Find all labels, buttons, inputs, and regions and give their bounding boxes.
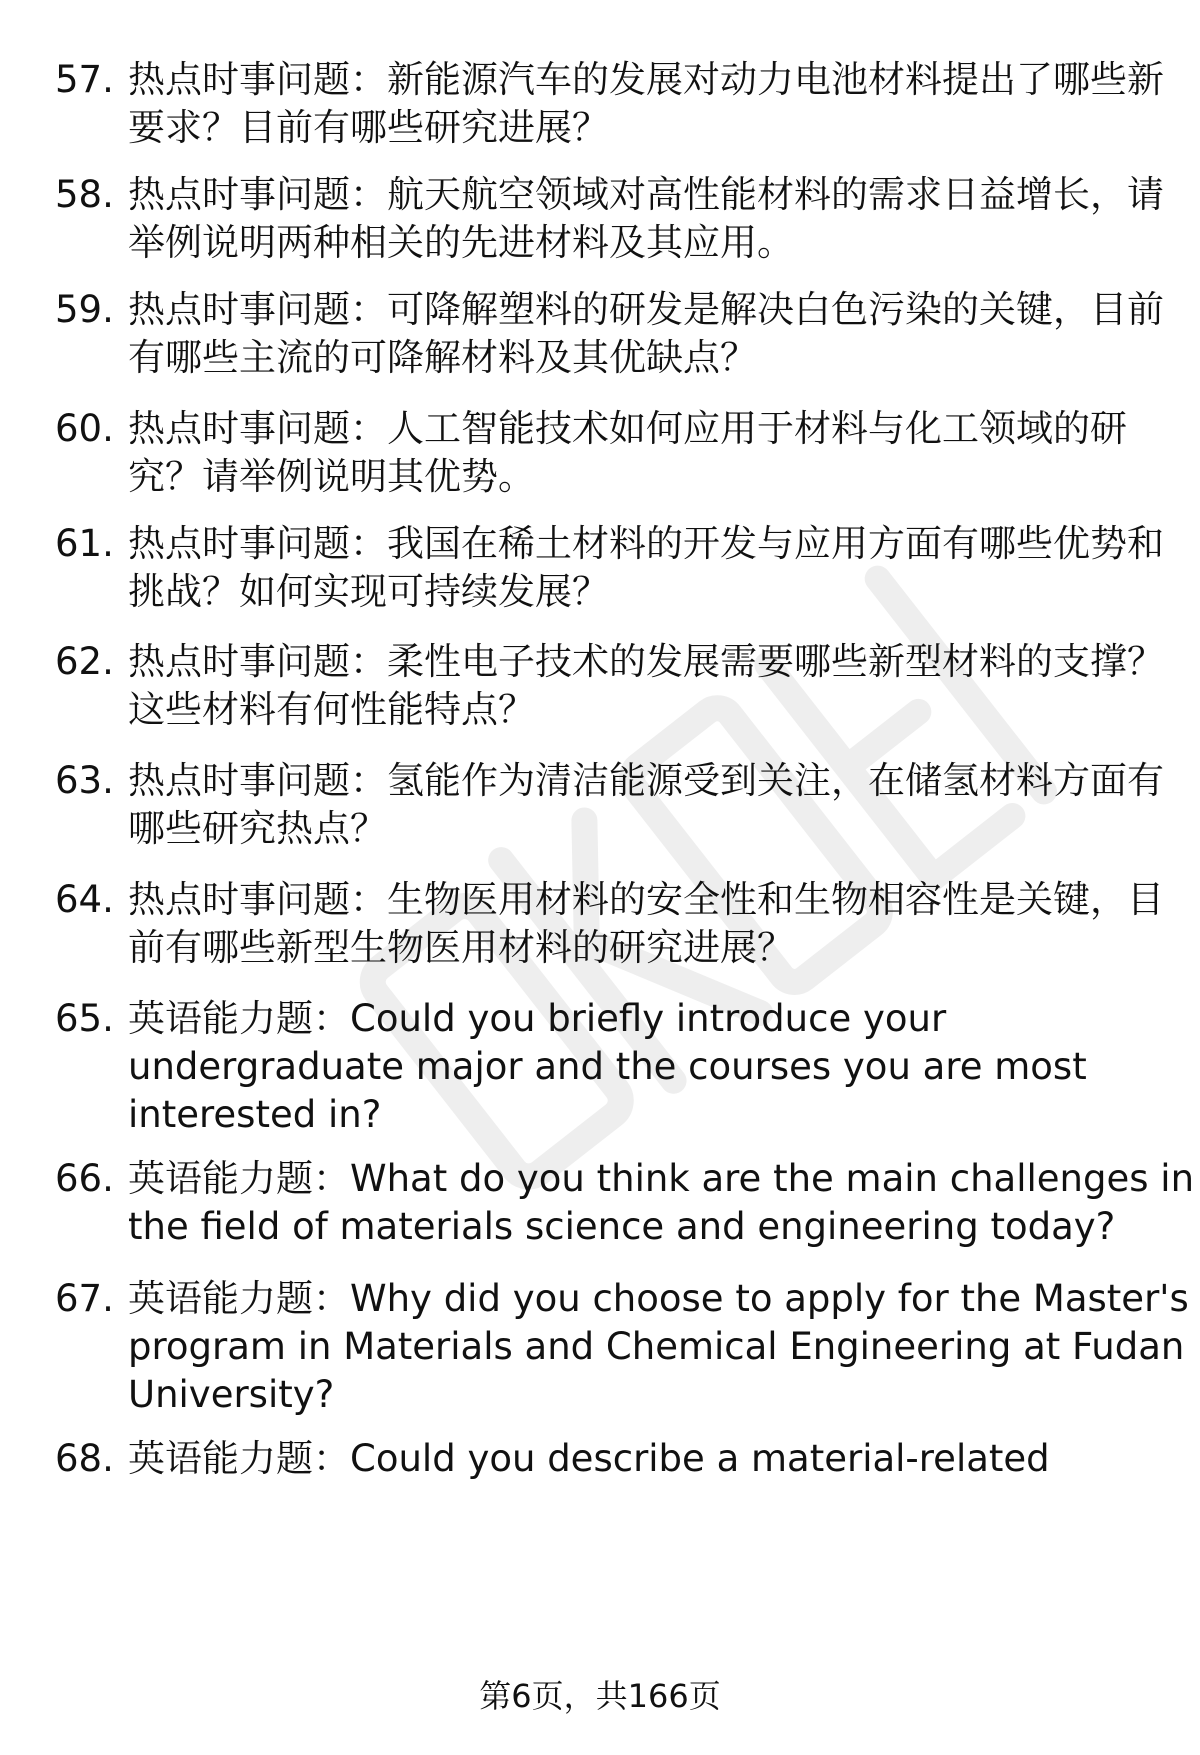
question-text: 这些材料有何性能特点？ [128,688,535,731]
question-text: 热点时事问题：人工智能技术如何应用于材料与化工领域的研 [128,407,1127,450]
question-number: 62. [55,640,114,683]
question-number: 59. [55,288,114,331]
question-text: 举例说明两种相关的先进材料及其应用。 [128,221,794,264]
question-text: 热点时事问题：新能源汽车的发展对动力电池材料提出了哪些新 [128,58,1164,101]
question-number: 61. [55,522,114,565]
question-text: interested in? [128,1093,382,1136]
question-text: 究？请举例说明其优势。 [128,455,535,498]
question-text: 要求？目前有哪些研究进展？ [128,106,609,149]
question-text: undergraduate major and the courses you are most [128,1045,1087,1088]
page-number-footer: 第6页，共166页 [479,1677,721,1715]
question-text: University? [128,1373,335,1416]
question-text: the field of materials science and engineering today? [128,1205,1116,1248]
question-text: 哪些研究热点？ [128,807,387,850]
question-text: 有哪些主流的可降解材料及其优缺点？ [128,336,757,379]
question-text: 挑战？如何实现可持续发展？ [128,570,609,613]
question-number: 66. [55,1157,114,1200]
question-number: 58. [55,173,114,216]
question-number: 60. [55,407,114,450]
question-text: program in Materials and Chemical Engineering at Fudan [128,1325,1185,1368]
question-text: 热点时事问题：我国在稀土材料的开发与应用方面有哪些优势和 [128,522,1164,565]
question-text: 热点时事问题：可降解塑料的研发是解决白色污染的关键，目前 [128,288,1164,331]
question-number: 64. [55,878,114,921]
question-number: 65. [55,997,114,1040]
question-text: 热点时事问题：柔性电子技术的发展需要哪些新型材料的支撑？ [128,640,1164,683]
question-text: 热点时事问题：氢能作为清洁能源受到关注，在储氢材料方面有 [128,759,1164,802]
question-number: 63. [55,759,114,802]
question-number: 67. [55,1277,114,1320]
question-text: 英语能力题：Could you describe a material-related [128,1437,1050,1480]
question-text: 热点时事问题：航天航空领域对高性能材料的需求日益增长，请 [128,173,1164,216]
question-text: 英语能力题：Why did you choose to apply for the Master's [128,1277,1189,1320]
question-number: 57. [55,58,114,101]
question-text: 英语能力题：What do you think are the main challenges in [128,1157,1195,1200]
question-text: 英语能力题：Could you briefly introduce your [128,997,947,1040]
question-text: 前有哪些新型生物医用材料的研究进展？ [128,926,794,969]
question-number: 68. [55,1437,114,1480]
question-text: 热点时事问题：生物医用材料的安全性和生物相容性是关键，目 [128,878,1164,921]
